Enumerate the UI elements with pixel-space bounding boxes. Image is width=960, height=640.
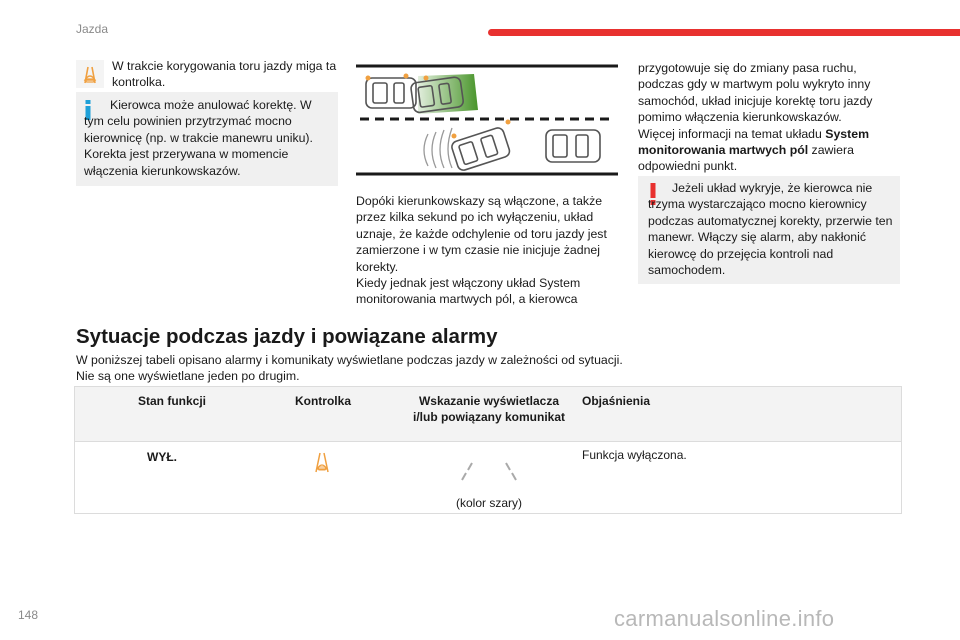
- intro-line-1: W poniższej tabeli opisano alarmy i komunikaty wyświetlane podczas jazdy w zależności od sytuacji.: [76, 353, 623, 367]
- header-function-state: Stan funkcji: [137, 394, 206, 408]
- header-explanations: Objaśnienia: [582, 394, 651, 408]
- header-indicator: Kontrolka: [294, 394, 351, 408]
- lane-keeping-indicator-icon: [310, 450, 334, 474]
- row-state: WYŁ.: [147, 450, 177, 464]
- lane-warning-icon: [76, 60, 104, 88]
- blind-spot-text: Kiedy jednak jest włączony układ System monitorowania martwych pól, a kierowca: [356, 276, 581, 307]
- info-note-text: Kierowca może anulować korektę. W tym celu powinien przytrzymać mocno kierownicę (np. w trakcie manewru uniku). Korekta jest przerywana w momencie włączenia kierunkowskazów.: [84, 98, 313, 178]
- section-intro: [76, 352, 896, 385]
- row-display-caption: (kolor szary): [455, 496, 522, 510]
- continuation-paragraph: [638, 60, 900, 175]
- blind-spot-system-link-text: System monitorowania martwych pól: [638, 126, 870, 158]
- header-display: Wskazanie wyświetlacza i/lub powiązany komunikat: [412, 394, 566, 424]
- alert-note-text: Jeżeli układ wykryje, że kierowca nie trzyma wystarczająco mocno kierownicy podczas automatycznej korekty, przerwie ten manewr. Włączy się alarm, aby nakłonić kierowcę do przejęcia kontroli nad samochodem.: [648, 181, 893, 278]
- section-title: Jazda: [76, 22, 109, 36]
- intro-line-2: Nie są one wyświetlane jeden po drugim.: [76, 369, 300, 384]
- page-number: 148: [18, 608, 39, 622]
- more-info-prefix: Więcej informacji na temat układu: [638, 126, 826, 141]
- more-info-suffix: zawiera odpowiedni punkt.: [638, 143, 854, 174]
- gray-lane-lines-icon: [458, 456, 520, 482]
- turn-signal-paragraph: [356, 193, 616, 308]
- section-heading: Sytuacje podczas jazdy i powiązane alarmy: [76, 325, 498, 348]
- row-explanation: Funkcja wyłączona.: [582, 448, 687, 462]
- lane-correction-illustration: [356, 64, 618, 176]
- warning-text: W trakcie korygowania toru jazdy miga ta kontrolka.: [112, 59, 337, 90]
- watermark: carmanualsonline.info: [614, 606, 835, 631]
- header-accent-bar: [488, 29, 960, 36]
- continuation-text: przygotowuje się do zmiany pasa ruchu, podczas gdy w martwym polu wykryto inny samochód, układ inicjuje korektę toru jazdy pomimo włączenia kierunkowskazów.: [638, 61, 873, 125]
- turn-signal-text: Dopóki kierunkowskazy są włączone, a także przez kilka sekund po ich wyłączeniu, układ uznaje, że każde odchylenie od toru jazdy jest zamierzone i w tym czasie nie inicjuje żadnej korekty.: [356, 194, 607, 274]
